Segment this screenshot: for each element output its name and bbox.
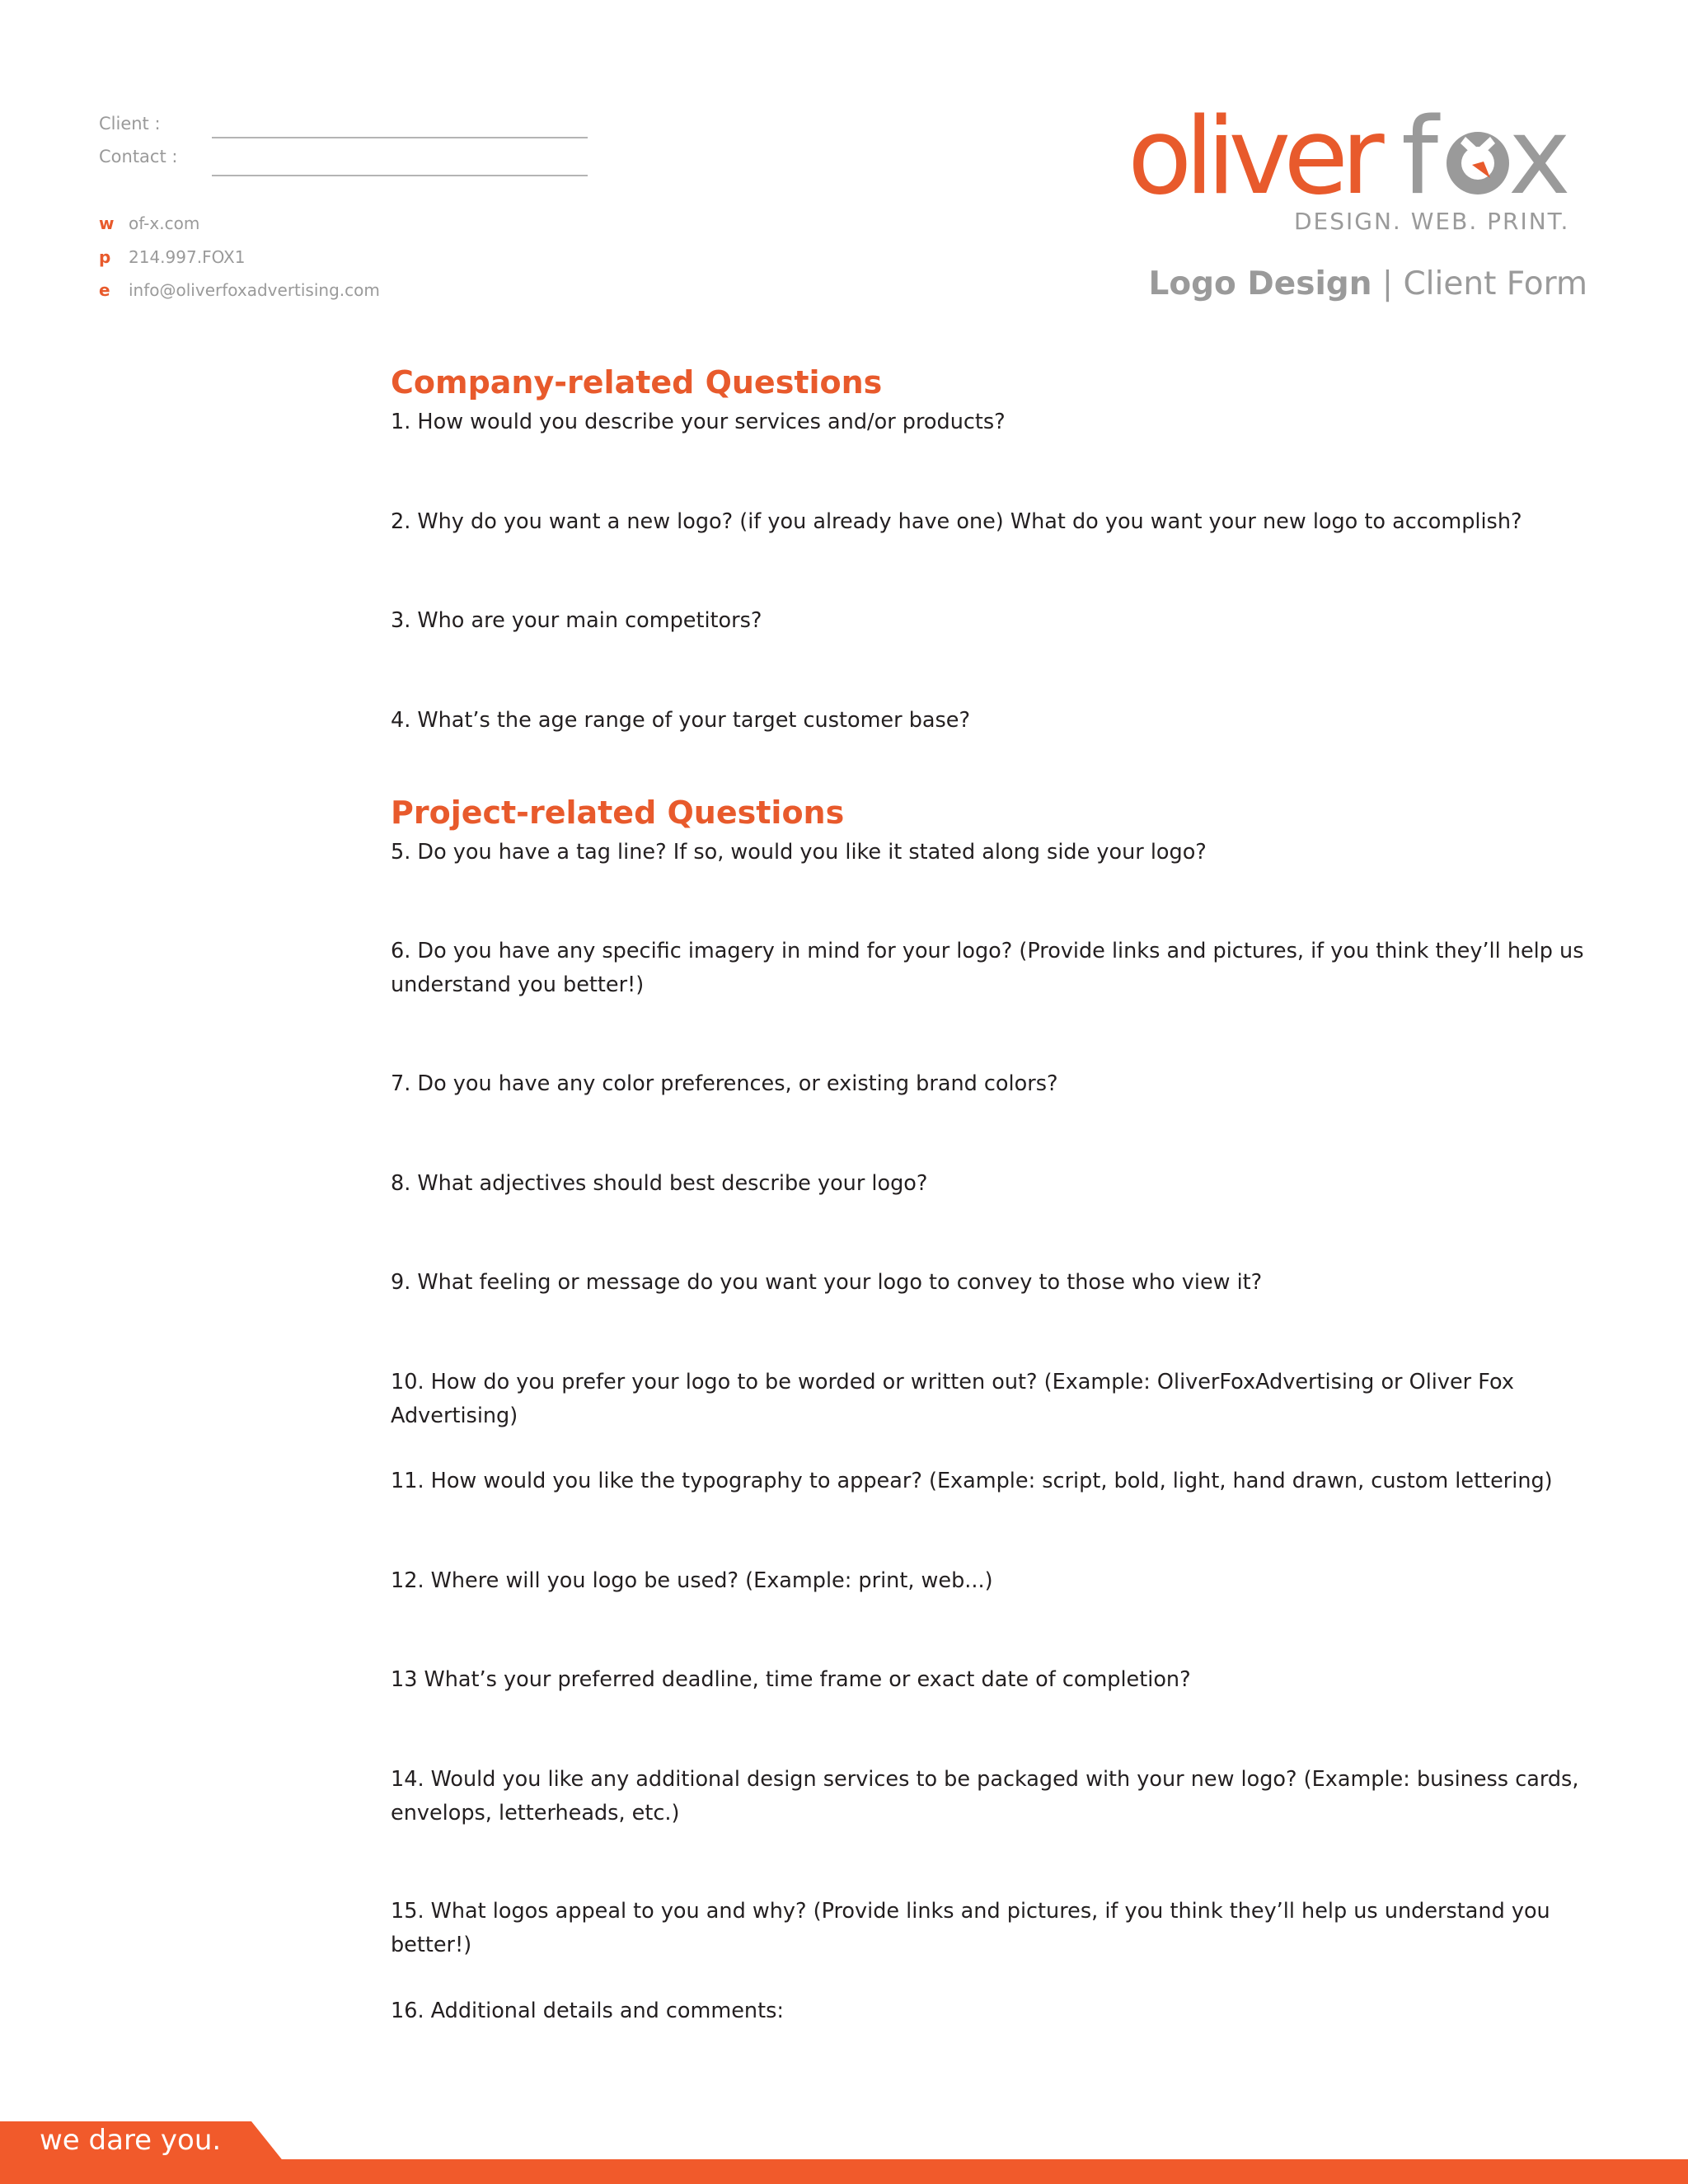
phone-row — [99, 247, 245, 267]
question-3: 3. Who are your main competitors? — [391, 608, 762, 633]
footer-slogan: we dare you. — [40, 2124, 222, 2157]
question-1: 1. How would you describe your services and/or products? — [391, 410, 1006, 434]
question-5: 5. Do you have a tag line? If so, would you like it stated along side your logo? — [391, 840, 1207, 865]
section-heading-project: Project-related Questions — [391, 794, 845, 831]
website-value: of-x.com — [129, 213, 200, 233]
question-10: 10. How do you prefer your logo to be worded or written out? (Example: OliverFoxAdvertising or Oliver Fox Advertising) — [391, 1370, 1514, 1428]
logo-word-x: x — [1508, 96, 1566, 203]
question-14: 14. Would you like any additional design services to be packaged with your new logo? (Example: business cards, envelops, letterheads, etc.) — [391, 1767, 1579, 1825]
contact-field-line[interactable] — [212, 175, 588, 176]
question-11: 11. How would you like the typography to appear? (Example: script, bold, light, hand drawn, custom lettering) — [391, 1469, 1553, 1493]
title-client-form: Client Form — [1403, 265, 1587, 302]
logo-tagline: DESIGN. WEB. PRINT. — [1294, 208, 1570, 235]
question-8: 8. What adjectives should best describe your logo? — [391, 1171, 928, 1196]
contact-label: Contact : — [99, 147, 178, 166]
question-13: 13 What’s your preferred deadline, time frame or exact date of completion? — [391, 1667, 1191, 1692]
oliverfox-logo — [1128, 79, 1573, 203]
email-key: e — [99, 280, 110, 300]
logo-word-f: f — [1401, 96, 1434, 203]
title-logo-design: Logo Design — [1148, 265, 1372, 302]
logo-word-oliver: oliver — [1128, 96, 1377, 203]
document-title — [1148, 265, 1587, 302]
website-key: w — [99, 213, 115, 233]
client-label: Client : — [99, 114, 161, 134]
title-separator: | — [1381, 265, 1394, 302]
phone-value: 214.997.FOX1 — [129, 247, 246, 267]
email-value: info@oliverfoxadvertising.com — [129, 280, 380, 300]
website-row — [99, 213, 199, 233]
question-4: 4. What’s the age range of your target customer base? — [391, 708, 971, 733]
question-15: 15. What logos appeal to you and why? (Provide links and pictures, if you think they’ll help us understand you better!) — [391, 1899, 1550, 1957]
client-field-line[interactable] — [212, 137, 588, 138]
footer-bar — [0, 2159, 1688, 2184]
phone-key: p — [99, 247, 111, 267]
email-row — [99, 280, 380, 300]
question-7: 7. Do you have any color preferences, or existing brand colors? — [391, 1071, 1058, 1096]
question-6: 6. Do you have any specific imagery in mind for your logo? (Provide links and pictures, if you think they’ll help us understand you better!) — [391, 939, 1584, 997]
question-12: 12. Where will you logo be used? (Example: print, web...) — [391, 1568, 993, 1593]
question-16: 16. Additional details and comments: — [391, 1999, 784, 2023]
question-9: 9. What feeling or message do you want your logo to convey to those who view it? — [391, 1270, 1263, 1295]
section-heading-company: Company-related Questions — [391, 364, 883, 401]
fox-face-icon — [1447, 132, 1509, 194]
question-2: 2. Why do you want a new logo? (if you already have one) What do you want your new logo to accomplish? — [391, 509, 1522, 534]
